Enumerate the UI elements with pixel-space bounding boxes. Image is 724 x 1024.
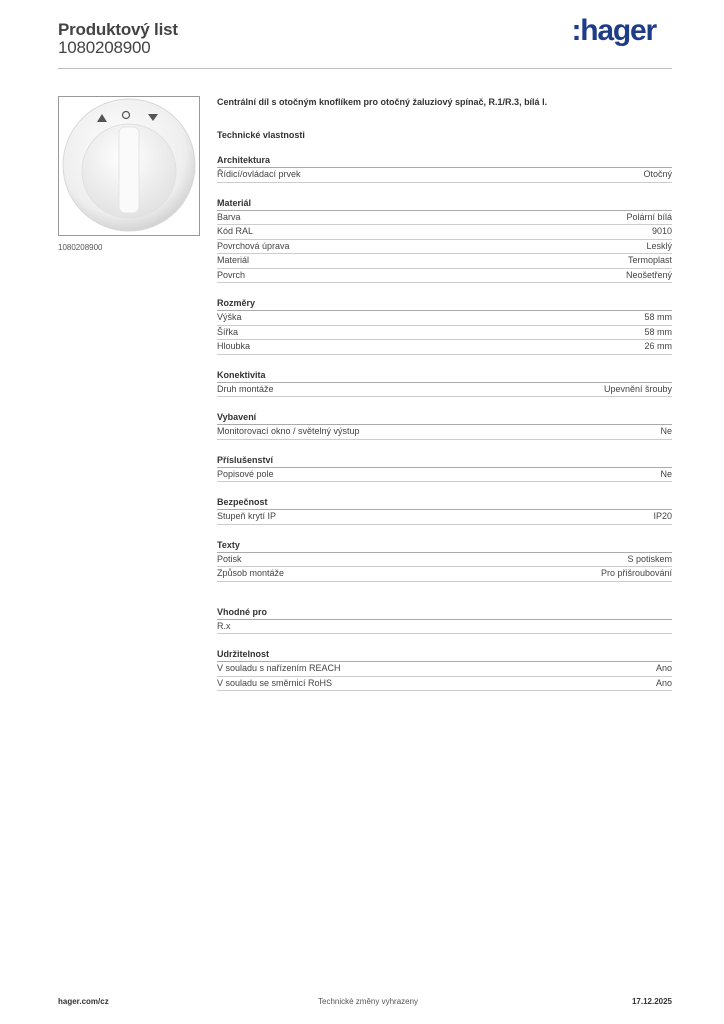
section-title: Konektivita — [217, 370, 672, 383]
section-title: Materiál — [217, 198, 672, 211]
spec-label: R.x — [217, 620, 231, 631]
spec-label: Výška — [217, 312, 242, 322]
spec-label: Hloubka — [217, 341, 251, 351]
spec-value: Ano — [655, 677, 672, 688]
spec-section — [217, 298, 672, 355]
tech-properties-title: Technické vlastnosti — [217, 130, 305, 140]
spec-label: Povrch — [217, 269, 246, 280]
spec-value: Neošetřený — [625, 269, 672, 280]
spec-value: S potiskem — [627, 553, 672, 564]
spec-row — [217, 468, 672, 483]
section-title: Texty — [217, 540, 672, 553]
spec-sections — [217, 155, 672, 691]
spec-value: Termoplast — [627, 255, 672, 265]
spec-label: Povrchová úprava — [217, 240, 290, 251]
spec-value: 58 mm — [644, 326, 672, 337]
spec-row — [217, 211, 672, 226]
spec-row — [217, 425, 672, 440]
spec-value: IP20 — [653, 511, 672, 521]
spec-section — [217, 649, 672, 691]
spec-label: Druh montáže — [217, 383, 274, 394]
spec-value: 58 mm — [644, 312, 672, 322]
spec-value: Otočný — [643, 169, 672, 179]
spec-value: 9010 — [651, 226, 672, 236]
section-title: Udržitelnost — [217, 649, 672, 662]
spec-content — [217, 96, 672, 691]
spec-label: Potisk — [217, 553, 242, 564]
spec-row — [217, 677, 672, 692]
spec-row — [217, 383, 672, 398]
spec-section — [217, 412, 672, 440]
spec-row — [217, 510, 672, 525]
spec-row — [217, 326, 672, 341]
spec-section — [217, 198, 672, 284]
spec-label: Materiál — [217, 255, 250, 265]
spec-value: Ne — [660, 468, 672, 479]
spec-row — [217, 225, 672, 240]
section-title: Vybavení — [217, 412, 672, 425]
footer-website: hager.com/cz — [58, 997, 109, 1006]
hager-logo: :hager — [571, 14, 656, 47]
rotary-knob-illustration — [59, 97, 199, 235]
spec-row — [217, 620, 672, 635]
spec-label: Řídicí/ovládací prvek — [217, 169, 301, 179]
page-title: Produktový list — [58, 20, 178, 39]
spec-label: Monitorovací okno / světelný výstup — [217, 426, 360, 436]
header-divider — [58, 68, 672, 69]
spec-row — [217, 254, 672, 269]
spec-label: Kód RAL — [217, 226, 254, 236]
spec-row — [217, 311, 672, 326]
footer-note: Technické změny vyhrazeny — [318, 997, 419, 1006]
spec-value: Polární bílá — [626, 211, 672, 222]
section-title: Architektura — [217, 155, 672, 168]
spec-section — [217, 155, 672, 183]
spec-label: Šířka — [217, 326, 239, 337]
product-description: Centrální díl s otočným knoflíkem pro otočný žaluziový spínač, R.1/R.3, bílá l. — [217, 97, 548, 107]
spec-value: Ne — [660, 426, 672, 436]
spec-row — [217, 269, 672, 284]
image-caption: 1080208900 — [58, 243, 103, 252]
product-image — [58, 96, 200, 236]
spec-section — [217, 455, 672, 483]
spec-label: Popisové pole — [217, 468, 274, 479]
spec-label: V souladu se směrnicí RoHS — [217, 677, 333, 688]
spec-label: Stupeň krytí IP — [217, 511, 277, 521]
spec-value: Upevnění šrouby — [603, 383, 672, 394]
spec-section — [217, 540, 672, 582]
spec-label: Barva — [217, 211, 241, 222]
spec-section — [217, 370, 672, 398]
section-title: Vhodné pro — [217, 607, 672, 620]
spec-row — [217, 240, 672, 255]
spec-value: Pro přišroubování — [600, 568, 672, 578]
footer-date: 17.12.2025 — [631, 997, 672, 1006]
spec-row — [217, 168, 672, 183]
spec-row — [217, 553, 672, 568]
section-title: Příslušenství — [217, 455, 672, 468]
spec-row — [217, 567, 672, 582]
product-code: 1080208900 — [58, 38, 151, 57]
spec-section — [217, 497, 672, 525]
spec-value: Lesklý — [646, 240, 672, 251]
section-title: Rozměry — [217, 298, 672, 311]
spec-section — [217, 607, 672, 635]
spec-row — [217, 340, 672, 355]
spec-value: Ano — [655, 663, 672, 673]
section-title: Bezpečnost — [217, 497, 672, 510]
spec-label: Způsob montáže — [217, 568, 285, 578]
spec-value: 26 mm — [644, 341, 672, 351]
spec-row — [217, 662, 672, 677]
spec-label: V souladu s nařízením REACH — [217, 663, 341, 673]
